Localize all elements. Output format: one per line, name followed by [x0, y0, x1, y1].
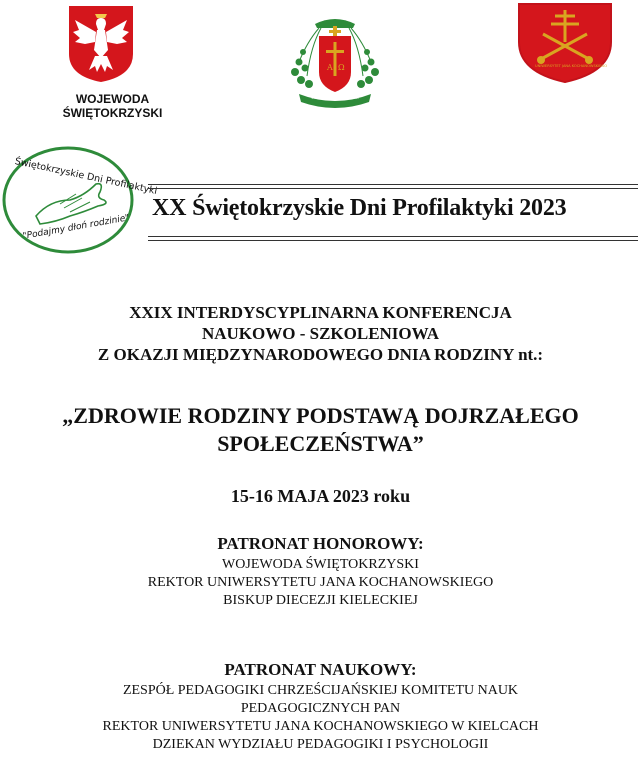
university-crest-icon	[515, 2, 615, 84]
title-rule-bottom-2	[148, 240, 638, 241]
event-logo-text-top: Świętokrzyskie Dni Profilaktyki	[13, 156, 159, 197]
scientific-item: ZESPÓŁ PEDAGOGIKI CHRZEŚCIJAŃSKIEJ KOMITETU NAUK	[122, 683, 519, 698]
wojewoda-label-line1: WOJEWODA	[75, 92, 150, 106]
diocese-seal-motto: ECCLESIA CUNCTA FAMILIA	[311, 96, 359, 100]
wojewoda-coat-of-arms	[67, 4, 135, 84]
title-rule-bottom	[148, 236, 638, 237]
conference-theme	[0, 402, 641, 458]
honorary-item: REKTOR UNIWERSYTETU JANA KOCHANOWSKIEGO	[147, 575, 494, 590]
scientific-item: REKTOR UNIWERSYTETU JANA KOCHANOWSKIEGO W KIELCACH	[102, 719, 539, 734]
svg-text:A: A	[327, 63, 333, 72]
conference-date: 15-16 MAJA 2023 roku	[230, 486, 411, 506]
conference-heading	[0, 302, 641, 365]
title-rule-top	[148, 184, 638, 185]
honorary-heading: PATRONAT HONOROWY:	[217, 534, 424, 553]
wojewoda-label-line2: ŚWIĘTOKRZYSKI	[62, 106, 163, 120]
honorary-item: BISKUP DIECEZJI KIELECKIEJ	[223, 593, 418, 608]
university-seal-text: UNIWERSYTET JANA KOCHANOWSKIEGO	[535, 64, 608, 68]
event-logo	[0, 142, 159, 258]
honorary-item: WOJEWODA ŚWIĘTOKRZYSKI	[222, 557, 419, 572]
diocese-seal	[285, 12, 385, 112]
event-logo-text-bottom: "Podajmy dłoń rodzinie"	[22, 213, 131, 242]
title-rule-top-2	[148, 188, 638, 189]
wojewoda-label	[40, 92, 185, 120]
conference-line2: NAUKOWO - SZKOLENIOWA	[201, 324, 440, 343]
svg-text:Ω: Ω	[338, 63, 345, 72]
honorary-patronage	[0, 534, 641, 610]
scientific-item: PEDAGOGICZNYCH PAN	[240, 701, 401, 716]
event-title: XX Świętokrzyskie Dni Profilaktyki 2023	[152, 195, 567, 221]
university-seal	[515, 2, 615, 84]
eagle-icon	[67, 4, 135, 84]
conference-line1: XXIX INTERDYSCYPLINARNA KONFERENCJA	[129, 303, 512, 322]
scientific-item: DZIEKAN WYDZIAŁU PEDAGOGIKI I PSYCHOLOGII	[152, 737, 489, 752]
scientific-heading: PATRONAT NAUKOWY:	[224, 660, 417, 679]
scientific-patronage	[0, 660, 641, 754]
conference-line3: Z OKAZJI MIĘDZYNARODOWEGO DNIA RODZINY nt.:	[97, 345, 544, 364]
theme-line1: „ZDROWIE RODZINY PODSTAWĄ DOJRZAŁEGO	[62, 403, 579, 428]
theme-line2: SPOŁECZEŃSTWA”	[217, 431, 424, 456]
